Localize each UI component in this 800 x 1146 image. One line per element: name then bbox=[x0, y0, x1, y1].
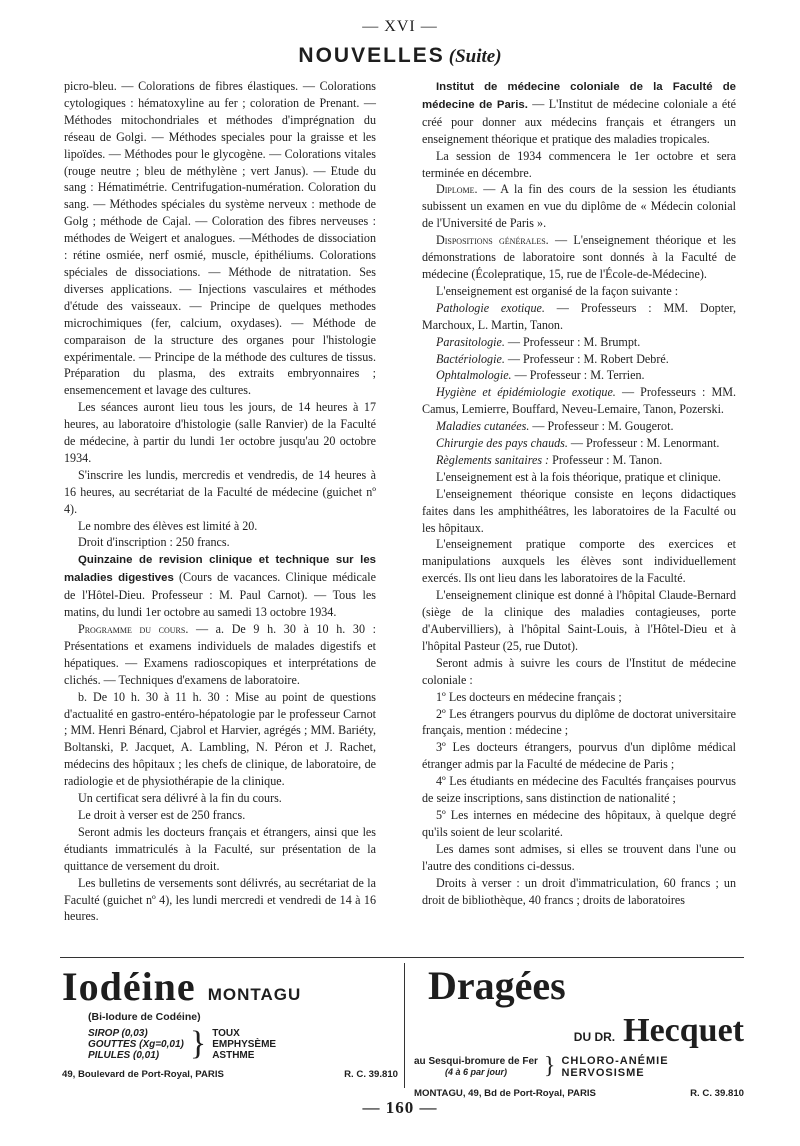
course-name: Maladies cutanées. bbox=[436, 419, 530, 434]
iodeine-advertisement bbox=[62, 965, 398, 1089]
paragraph: L'enseignement est à la fois théorique, pratique et clinique. bbox=[436, 469, 721, 484]
paragraph: Seront admis à suivre les cours de l'Institut de médecine coloniale : bbox=[422, 655, 736, 687]
brace-icon: } bbox=[189, 1025, 207, 1062]
page-number: — 160 — bbox=[362, 1098, 438, 1117]
ad-form: SIROP (0,03) bbox=[88, 1027, 148, 1039]
course-professors: — Professeurs : MM. Camus, Lemierre, Bouffard, Neveu-Lemaire, Tanon, Pozerski. bbox=[422, 385, 736, 417]
ad-forms bbox=[88, 1027, 398, 1061]
course-line bbox=[422, 452, 736, 469]
course-line bbox=[422, 367, 736, 384]
section-suite: (Suite) bbox=[448, 46, 502, 67]
paragraph-body: — a. De 9 h. 30 à 10 h. 30 : Présentations et examens individuels de malades digestifs et hépatiques. — Examens radioscopiques et interprétations de clichés. — Techniques d'examens de laboratoire. bbox=[64, 622, 376, 687]
paragraph: La session de 1934 commencera le 1er octobre et sera terminée en décembre. bbox=[422, 148, 736, 180]
paragraph: S'inscrire les lundis, mercredis et vendredis, de 14 heures à 16 heures, au secrétariat de la Faculté de médecine (guichet nº 4). bbox=[64, 467, 376, 516]
ad-dose: (4 à 6 par jour) bbox=[444, 1066, 507, 1077]
course-name: Règlements sanitaires : bbox=[436, 452, 550, 467]
course-professors: — Professeur : M. Terrien. bbox=[511, 368, 645, 383]
paragraph-heading: Dispositions générales. bbox=[436, 233, 549, 248]
paragraph bbox=[64, 621, 376, 689]
ad-du-dr: DU DR. bbox=[573, 1030, 616, 1044]
course-professors: Professeur : M. Tanon. bbox=[549, 452, 663, 467]
dragees-advertisement bbox=[414, 963, 744, 1099]
course-professors: — Professeur : M. Gougerot. bbox=[529, 419, 674, 434]
paragraph-heading: Diplome. bbox=[436, 182, 478, 197]
paragraph bbox=[422, 181, 736, 232]
paragraph-heading: Institut de médecine coloniale de la Faculté de médecine de Paris. bbox=[422, 81, 736, 111]
paragraph-heading: Quinzaine de revision clinique et technique sur les maladies digestives bbox=[64, 554, 376, 585]
section-header bbox=[0, 44, 800, 68]
course-name: Pathologie exotique. bbox=[436, 300, 545, 315]
right-column bbox=[422, 78, 736, 908]
paragraph: Droit d'inscription : 250 francs. bbox=[78, 535, 230, 550]
ad-formula-block bbox=[414, 1056, 538, 1078]
ad-formula: au Sesqui-bromure de Fer bbox=[414, 1055, 538, 1067]
paragraph bbox=[64, 551, 376, 621]
course-line bbox=[422, 384, 736, 418]
course-name: Chirurgie des pays chauds. bbox=[436, 436, 568, 451]
ad-brand: Dragées bbox=[428, 963, 566, 1008]
ad-separator-rule bbox=[60, 957, 744, 958]
paragraph-body: — L'Institut de médecine coloniale a été créé pour donner aux médecins français et étrangers un enseignement théorique et pratique des maladies tropicales. bbox=[422, 96, 736, 146]
paragraph-body: — L'enseignement théorique et les démonstrations de laboratoire sont donnés à la Faculté de médecine (Écolepratique, 15, rue de l'École-de-Médecine). bbox=[422, 233, 737, 281]
course-professors: — Professeurs : MM. Dopter, Marchoux, L. Martin, Tanon. bbox=[422, 300, 736, 332]
paragraph: Les bulletins de versements sont délivrés, au secrétariat de la Faculté (guichet nº 4), les lundi mercredi et vendredi de 14 à 16 heures. bbox=[64, 875, 376, 924]
ad-indication: EMPHYSÈME bbox=[212, 1038, 277, 1050]
ad-indications bbox=[212, 1028, 276, 1061]
course-name: Ophtalmologie. bbox=[436, 368, 512, 383]
ad-name-row bbox=[414, 1013, 744, 1049]
ad-rc: R. C. 39.810 bbox=[690, 1088, 744, 1099]
ad-indication: ASTHME bbox=[212, 1049, 255, 1061]
paragraph: Droits à verser : un droit d'immatriculation, 60 francs ; un droit de bibliothèque, 40 francs ; droits de laboratoires bbox=[422, 875, 736, 907]
paragraph: L'enseignement pratique comporte des exercices et manipulations auxquels les élèves sont individuellement exercés. Ils ont lieu dans les laboratoires de la Faculté. bbox=[422, 537, 736, 586]
ad-brand: Iodéine bbox=[62, 964, 196, 1009]
paragraph: Les séances auront lieu tous les jours, de 14 heures à 17 heures, au laboratoire d'histologie (salle Ranvier) de la Faculté de médecine, à partir du lundi 1er octobre jusqu'au 20 octobre 1934. bbox=[64, 400, 376, 465]
paragraph-body: — A la fin des cours de la session les étudiants subissent un examen en vue du diplôme de « Médecin colonial de l'Université de Paris ». bbox=[422, 182, 736, 231]
ad-form: PILULES (0,01) bbox=[88, 1049, 160, 1061]
admission-item: 2º Les étrangers pourvus du diplôme de doctorat universitaire français, mention : médecine ; bbox=[422, 706, 736, 738]
ad-address: MONTAGU, 49, Bd de Port-Royal, PARIS bbox=[414, 1088, 596, 1099]
paragraph-body: (Cours de vacances. Clinique médicale de l'Hôtel-Dieu. Professeur : M. Paul Carnot). — Tous les matins, du lundi 1er octobre au samedi 13 octobre 1934. bbox=[64, 570, 376, 620]
paragraph bbox=[422, 232, 736, 283]
section-title: NOUVELLES bbox=[298, 44, 445, 67]
ad-indication: TOUX bbox=[212, 1027, 240, 1039]
left-column bbox=[64, 78, 376, 925]
ad-form-list bbox=[88, 1028, 184, 1061]
paragraph: b. De 10 h. 30 à 11 h. 30 : Mise au point de questions d'actualité en gastro-entéro-hépatologie par le professeur Carnot ; MM. Henri Bénard, Cjabrol et Harvier, agrégés ; MM. Bariéty, Boltanski, P. Jacquet, A. Lambling, N. Péron et J. Rachet, médecins des hôpitaux ; les chefs de clinique, de laboratoire, de radiologie et de physiothérapie de la clinique. bbox=[64, 689, 376, 789]
ad-indication: CHLORO-ANÉMIE bbox=[561, 1054, 669, 1067]
ad-divider-rule bbox=[404, 963, 405, 1088]
paragraph bbox=[422, 78, 736, 148]
course-professors: — Professeur : M. Lenormant. bbox=[567, 436, 720, 451]
ad-details bbox=[414, 1053, 744, 1080]
ad-address: 49, Boulevard de Port-Royal, PARIS bbox=[62, 1069, 224, 1080]
course-professors: — Professeur : M. Robert Debré. bbox=[504, 351, 669, 366]
course-name: Bactériologie. bbox=[436, 351, 505, 366]
ad-maker: MONTAGU bbox=[207, 985, 302, 1004]
admission-item: 1º Les docteurs en médecine français ; bbox=[436, 689, 622, 704]
course-line bbox=[422, 435, 736, 452]
paragraph: L'enseignement clinique est donné à l'hôpital Claude-Bernard (siège de la clinique des maladies contagieuses, porte d'Aubervilliers), à l'hôpital Saint-Louis, à l'Hôtel-Dieu et à l'hôpital Pasteur (25, rue Dutot). bbox=[422, 588, 736, 653]
paragraph: Un certificat sera délivré à la fin du cours. bbox=[78, 791, 282, 806]
paragraph: picro-bleu. — Colorations de fibres élastiques. — Colorations cytologiques : hématoxyline au fer ; coloration de Prenant. — Méthodes mitochondriales et méthodes d'imprégnation du réseau de Golgi. — Méthodes speciales pour la graisse et les lipoïdes. — Méthodes pour le glycogène. — Colorations vitales (rouge neutre ; bleu de méthylène ; vert Janus). — Etude du sang : Hématimétrie. Centrifugation-numération. Coloration du sang. — Méthodes spéciales du système nerveux : methode de Golg ; méthode de Cajal. — Coloration des fibres nerveuses : méthodes de Weigert et analogues. —Méthodes de dissociation : rétine osmiée, nerf osmié, muscle, épithéliums. Colorations spéciales de dissociations. — Méthode de nitratation. Ses diverses applications. — Injections vasculaires et méthodes d'étude des vaisseaux. — Principe de quelques methodes microchimiques (fer, calcium, oxydases). — Méthode de comparaison de la structure des organes pour l'histologie expérimentale. — Principe de la méthode des cultures de tissus. Préparation du plasma, des extraits embryonnaires ; ensemencement et lavage des cultures. bbox=[64, 79, 376, 398]
ad-indication: NERVOSISME bbox=[561, 1066, 645, 1079]
ad-subtitle: (Bi-Iodure de Codéine) bbox=[88, 1011, 201, 1023]
admission-item: 5º Les internes en médecine des hôpitaux, à quelque degré qu'ils soient de leur scolarité. bbox=[422, 807, 736, 839]
brace-icon: } bbox=[543, 1053, 556, 1079]
paragraph: L'enseignement est organisé de la façon suivante : bbox=[436, 283, 679, 298]
ad-rc: R. C. 39.810 bbox=[344, 1069, 398, 1080]
course-line bbox=[422, 418, 736, 435]
paragraph: Le droit à verser est de 250 francs. bbox=[78, 807, 246, 822]
paragraph: Les dames sont admises, si elles se trouvent dans l'une ou l'autre des conditions ci-dessus. bbox=[422, 841, 736, 873]
paragraph: Seront admis les docteurs français et étrangers, ainsi que les étudiants immatriculés à la Faculté, sur présentation de la quittance de versement du droit. bbox=[64, 824, 376, 873]
paragraph: L'enseignement théorique consiste en leçons didactiques faites dans les amphithéâtres, les laboratoires de la Faculté ou les hôpitaux. bbox=[422, 486, 736, 535]
ad-footer bbox=[62, 1069, 398, 1080]
course-line bbox=[422, 300, 736, 334]
course-name: Hygiène et épidémiologie exotique. bbox=[436, 385, 616, 400]
paragraph-heading: Programme du cours. bbox=[78, 622, 189, 636]
paragraph: Le nombre des élèves est limité à 20. bbox=[78, 518, 258, 533]
admission-item: 3º Les docteurs étrangers, pourvus d'un diplôme médical étranger admis par la Faculté de médecine de Paris ; bbox=[422, 740, 736, 772]
course-professors: — Professeur : M. Brumpt. bbox=[504, 334, 641, 349]
course-line bbox=[422, 351, 736, 368]
ad-doctor-name: Hecquet bbox=[623, 1012, 744, 1049]
course-line bbox=[422, 334, 736, 351]
admission-item: 4º Les étudiants en médecine des Facultés françaises pourvus de seize inscriptions, sans distinction de nationalité ; bbox=[422, 774, 736, 806]
course-name: Parasitologie. bbox=[436, 334, 505, 349]
folio: — XVI — bbox=[362, 18, 438, 35]
ad-indications bbox=[561, 1055, 668, 1079]
ad-form: GOUTTES (Xg=0,01) bbox=[88, 1038, 184, 1050]
